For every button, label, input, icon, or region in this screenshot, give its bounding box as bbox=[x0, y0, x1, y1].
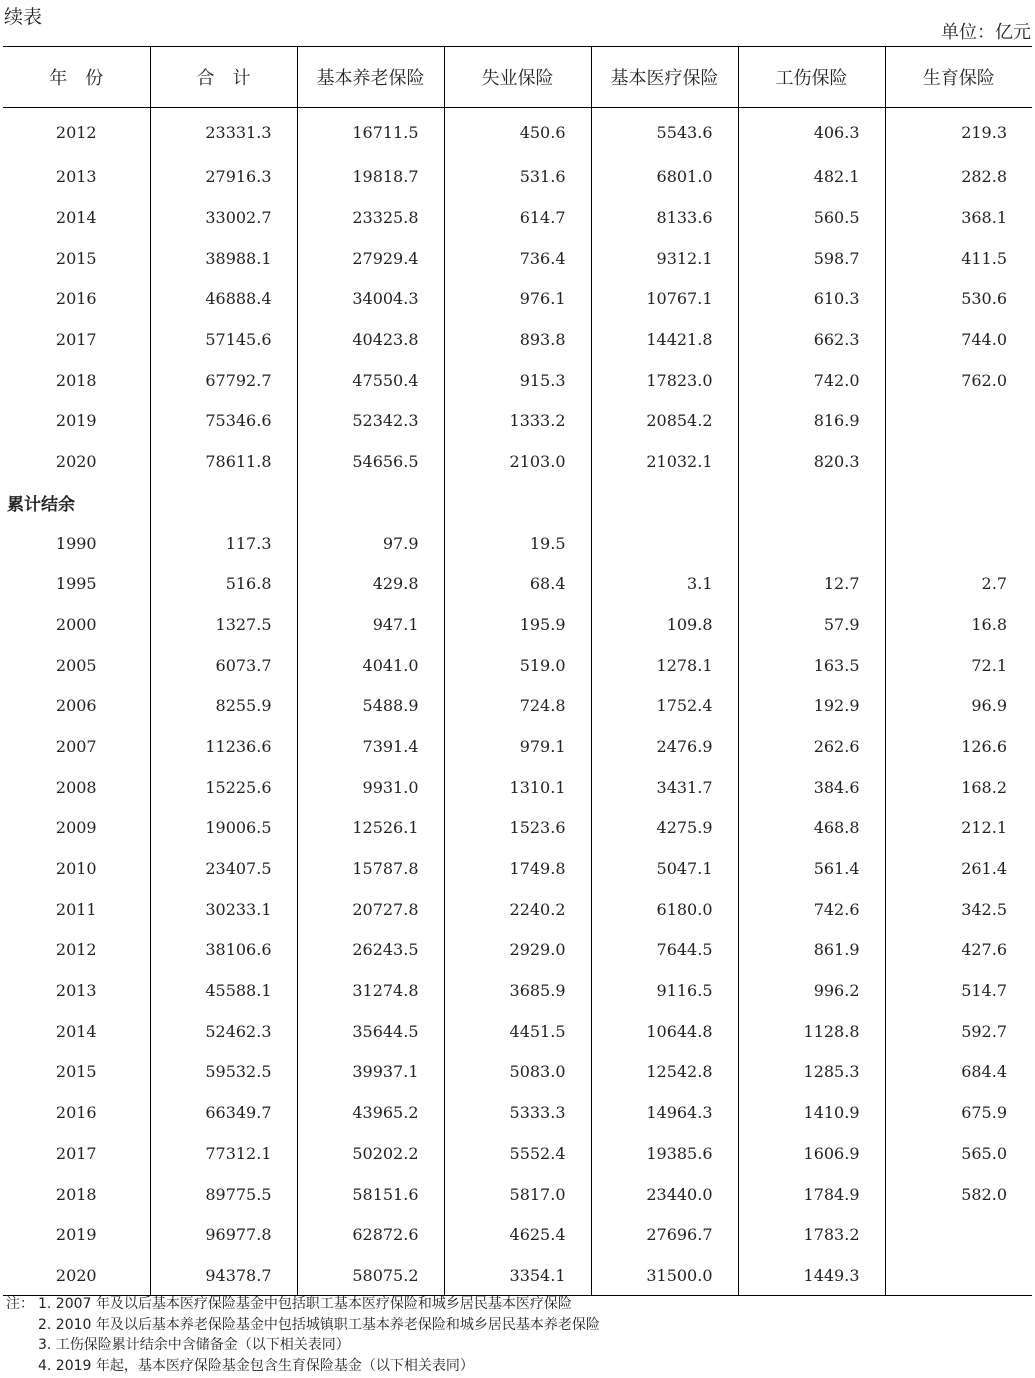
work-injury-cell: 742.6 bbox=[738, 889, 885, 930]
table-row bbox=[3, 523, 1032, 564]
table-row bbox=[3, 604, 1032, 645]
year-cell: 2011 bbox=[55, 899, 97, 919]
unemployment-cell: 531.6 bbox=[444, 157, 591, 198]
medical-cell: 14421.8 bbox=[591, 319, 738, 360]
work-injury-cell: 1128.8 bbox=[738, 1011, 885, 1052]
year-cell: 2016 bbox=[55, 1103, 97, 1123]
unemployment-cell: 2929.0 bbox=[444, 930, 591, 971]
header-year: 年 份 bbox=[3, 47, 150, 108]
maternity-cell: 2.7 bbox=[885, 563, 1032, 604]
medical-cell: 7644.5 bbox=[591, 930, 738, 971]
maternity-cell: 684.4 bbox=[885, 1052, 1032, 1093]
empty-cell bbox=[150, 482, 297, 523]
year-cell: 2014 bbox=[55, 208, 97, 228]
unemployment-cell: 5552.4 bbox=[444, 1133, 591, 1174]
section-row bbox=[3, 482, 1032, 523]
year-cell: 2020 bbox=[3, 1255, 150, 1296]
table-row bbox=[3, 1255, 1032, 1296]
pension-cell: 47550.4 bbox=[297, 360, 444, 401]
total-cell: 57145.6 bbox=[150, 319, 297, 360]
year-cell: 2000 bbox=[55, 614, 97, 634]
maternity-cell: 368.1 bbox=[885, 197, 1032, 238]
header-unemployment: 失业保险 bbox=[444, 47, 591, 108]
unemployment-cell: 976.1 bbox=[444, 279, 591, 320]
total-cell: 1327.5 bbox=[150, 604, 297, 645]
medical-cell: 9116.5 bbox=[591, 970, 738, 1011]
year-cell: 2008 bbox=[55, 777, 97, 797]
table-row bbox=[3, 108, 1032, 157]
pension-cell: 15787.8 bbox=[297, 848, 444, 889]
work-injury-cell: 816.9 bbox=[738, 401, 885, 442]
total-cell: 27916.3 bbox=[150, 157, 297, 198]
medical-cell: 1278.1 bbox=[591, 645, 738, 686]
unemployment-cell: 3685.9 bbox=[444, 970, 591, 1011]
medical-cell: 109.8 bbox=[591, 604, 738, 645]
medical-cell: 10644.8 bbox=[591, 1011, 738, 1052]
year-cell: 2009 bbox=[55, 818, 97, 838]
header-medical: 基本医疗保险 bbox=[591, 47, 738, 108]
medical-cell: 6801.0 bbox=[591, 157, 738, 198]
total-cell: 52462.3 bbox=[150, 1011, 297, 1052]
total-cell: 96977.8 bbox=[150, 1214, 297, 1255]
medical-cell: 4275.9 bbox=[591, 808, 738, 849]
table-row bbox=[3, 970, 1032, 1011]
work-injury-cell: 1285.3 bbox=[738, 1052, 885, 1093]
table-row bbox=[3, 1011, 1032, 1052]
maternity-cell bbox=[885, 523, 1032, 564]
work-injury-cell: 192.9 bbox=[738, 685, 885, 726]
year-cell: 2015 bbox=[55, 1062, 97, 1082]
medical-cell: 31500.0 bbox=[591, 1255, 738, 1296]
table-row bbox=[3, 157, 1032, 198]
table-row bbox=[3, 767, 1032, 808]
table-row bbox=[3, 848, 1032, 889]
header-maternity: 生育保险 bbox=[885, 47, 1032, 108]
maternity-cell: 168.2 bbox=[885, 767, 1032, 808]
table-row bbox=[3, 685, 1032, 726]
pension-cell: 43965.2 bbox=[297, 1092, 444, 1133]
medical-cell: 5543.6 bbox=[591, 108, 738, 157]
pension-cell: 16711.5 bbox=[297, 108, 444, 157]
unemployment-cell: 614.7 bbox=[444, 197, 591, 238]
year-cell: 2005 bbox=[55, 655, 97, 675]
pension-cell: 52342.3 bbox=[297, 401, 444, 442]
maternity-cell: 282.8 bbox=[885, 157, 1032, 198]
table-row bbox=[3, 197, 1032, 238]
year-cell: 2018 bbox=[55, 370, 97, 390]
work-injury-cell: 57.9 bbox=[738, 604, 885, 645]
pension-cell: 429.8 bbox=[297, 563, 444, 604]
pension-cell: 62872.6 bbox=[297, 1214, 444, 1255]
unemployment-cell: 3354.1 bbox=[444, 1255, 591, 1296]
total-cell: 19006.5 bbox=[150, 808, 297, 849]
table-row bbox=[3, 238, 1032, 279]
work-injury-cell: 610.3 bbox=[738, 279, 885, 320]
unemployment-cell: 5817.0 bbox=[444, 1174, 591, 1215]
total-cell: 6073.7 bbox=[150, 645, 297, 686]
medical-cell: 3.1 bbox=[591, 563, 738, 604]
maternity-cell: 744.0 bbox=[885, 319, 1032, 360]
year-cell: 2010 bbox=[55, 859, 97, 879]
total-cell: 59532.5 bbox=[150, 1052, 297, 1093]
continued-label: 续表 bbox=[4, 6, 43, 28]
pension-cell: 35644.5 bbox=[297, 1011, 444, 1052]
table-row bbox=[3, 1174, 1032, 1215]
pension-cell: 26243.5 bbox=[297, 930, 444, 971]
unemployment-cell: 19.5 bbox=[444, 523, 591, 564]
unemployment-cell: 4625.4 bbox=[444, 1214, 591, 1255]
table-header bbox=[3, 47, 1032, 108]
medical-cell: 9312.1 bbox=[591, 238, 738, 279]
note-text: 2. 2010 年及以后基本养老保险基金中包括城镇职工基本养老保险和城乡居民基本养老保险 bbox=[38, 1316, 600, 1333]
pension-cell: 20727.8 bbox=[297, 889, 444, 930]
work-injury-cell: 1410.9 bbox=[738, 1092, 885, 1133]
unemployment-cell: 1523.6 bbox=[444, 808, 591, 849]
pension-cell: 23325.8 bbox=[297, 197, 444, 238]
pension-cell: 4041.0 bbox=[297, 645, 444, 686]
table-row bbox=[3, 279, 1032, 320]
header-row bbox=[3, 47, 1032, 108]
pension-cell: 39937.1 bbox=[297, 1052, 444, 1093]
table-row bbox=[3, 1092, 1032, 1133]
maternity-cell: 126.6 bbox=[885, 726, 1032, 767]
table-row bbox=[3, 360, 1032, 401]
note-text: 1. 2007 年及以后基本医疗保险基金中包括职工基本医疗保险和城乡居民基本医疗保险 bbox=[38, 1296, 572, 1312]
empty-cell bbox=[885, 482, 1032, 523]
table-row bbox=[3, 1052, 1032, 1093]
section-label: 累计结余 bbox=[7, 494, 75, 515]
medical-cell: 5047.1 bbox=[591, 848, 738, 889]
empty-cell bbox=[591, 482, 738, 523]
year-cell: 2006 bbox=[55, 696, 97, 716]
medical-cell: 3431.7 bbox=[591, 767, 738, 808]
maternity-cell: 212.1 bbox=[885, 808, 1032, 849]
total-cell: 15225.6 bbox=[150, 767, 297, 808]
work-injury-cell: 662.3 bbox=[738, 319, 885, 360]
unemployment-cell: 4451.5 bbox=[444, 1011, 591, 1052]
medical-cell: 10767.1 bbox=[591, 279, 738, 320]
total-cell: 94378.7 bbox=[150, 1255, 297, 1296]
unemployment-cell: 195.9 bbox=[444, 604, 591, 645]
maternity-cell: 261.4 bbox=[885, 848, 1032, 889]
year-cell: 2016 bbox=[55, 289, 97, 309]
year-cell: 1990 bbox=[55, 533, 97, 553]
year-cell: 2017 bbox=[55, 330, 97, 350]
work-injury-cell: 1783.2 bbox=[738, 1214, 885, 1255]
medical-cell bbox=[591, 523, 738, 564]
note-line bbox=[6, 1335, 1026, 1356]
unemployment-cell: 450.6 bbox=[444, 108, 591, 157]
maternity-cell: 96.9 bbox=[885, 685, 1032, 726]
note-prefix: 注： bbox=[6, 1296, 34, 1312]
pension-cell: 12526.1 bbox=[297, 808, 444, 849]
total-cell: 38988.1 bbox=[150, 238, 297, 279]
year-cell: 2020 bbox=[55, 452, 97, 472]
header-work-injury: 工伤保险 bbox=[738, 47, 885, 108]
unemployment-cell: 1310.1 bbox=[444, 767, 591, 808]
maternity-cell: 219.3 bbox=[885, 108, 1032, 157]
total-cell: 45588.1 bbox=[150, 970, 297, 1011]
table-row bbox=[3, 930, 1032, 971]
note-text: 3. 工伤保险累计结余中含储备金（以下相关表同） bbox=[38, 1337, 350, 1353]
empty-cell bbox=[297, 482, 444, 523]
pension-cell: 40423.8 bbox=[297, 319, 444, 360]
header-total: 合 计 bbox=[150, 47, 297, 108]
table-body bbox=[3, 108, 1032, 1296]
pension-cell: 58075.2 bbox=[297, 1255, 444, 1296]
work-injury-cell: 482.1 bbox=[738, 157, 885, 198]
total-cell: 23331.3 bbox=[150, 108, 297, 157]
medical-cell: 8133.6 bbox=[591, 197, 738, 238]
work-injury-cell: 1449.3 bbox=[738, 1255, 885, 1296]
header-pension: 基本养老保险 bbox=[297, 47, 444, 108]
pension-cell: 19818.7 bbox=[297, 157, 444, 198]
table-row bbox=[3, 726, 1032, 767]
maternity-cell: 565.0 bbox=[885, 1133, 1032, 1174]
work-injury-cell: 561.4 bbox=[738, 848, 885, 889]
medical-cell: 27696.7 bbox=[591, 1214, 738, 1255]
total-cell: 67792.7 bbox=[150, 360, 297, 401]
pension-cell: 7391.4 bbox=[297, 726, 444, 767]
pension-cell: 50202.2 bbox=[297, 1133, 444, 1174]
unemployment-cell: 893.8 bbox=[444, 319, 591, 360]
note-line bbox=[6, 1315, 1026, 1336]
pension-cell: 9931.0 bbox=[297, 767, 444, 808]
work-injury-cell: 384.6 bbox=[738, 767, 885, 808]
unemployment-cell: 2240.2 bbox=[444, 889, 591, 930]
year-cell: 2012 bbox=[55, 122, 97, 142]
maternity-cell: 427.6 bbox=[885, 930, 1032, 971]
social-insurance-fund-table bbox=[3, 46, 1032, 1296]
unemployment-cell: 1333.2 bbox=[444, 401, 591, 442]
year-cell: 2019 bbox=[55, 411, 97, 431]
maternity-cell: 592.7 bbox=[885, 1011, 1032, 1052]
unemployment-cell: 2103.0 bbox=[444, 441, 591, 482]
total-cell: 516.8 bbox=[150, 563, 297, 604]
table-row bbox=[3, 645, 1032, 686]
work-injury-cell: 742.0 bbox=[738, 360, 885, 401]
total-cell: 78611.8 bbox=[150, 441, 297, 482]
maternity-cell: 342.5 bbox=[885, 889, 1032, 930]
work-injury-cell: 820.3 bbox=[738, 441, 885, 482]
table-row bbox=[3, 401, 1032, 442]
pension-cell: 27929.4 bbox=[297, 238, 444, 279]
work-injury-cell: 12.7 bbox=[738, 563, 885, 604]
total-cell: 89775.5 bbox=[150, 1174, 297, 1215]
pension-cell: 947.1 bbox=[297, 604, 444, 645]
work-injury-cell: 560.5 bbox=[738, 197, 885, 238]
year-cell: 1995 bbox=[55, 574, 97, 594]
total-cell: 117.3 bbox=[150, 523, 297, 564]
medical-cell: 1752.4 bbox=[591, 685, 738, 726]
pension-cell: 5488.9 bbox=[297, 685, 444, 726]
work-injury-cell: 598.7 bbox=[738, 238, 885, 279]
year-cell: 2014 bbox=[55, 1021, 97, 1041]
total-cell: 11236.6 bbox=[150, 726, 297, 767]
work-injury-cell: 468.8 bbox=[738, 808, 885, 849]
note-line bbox=[6, 1356, 1026, 1377]
note-text: 4. 2019 年起，基本医疗保险基金包含生育保险基金（以下相关表同） bbox=[38, 1357, 474, 1374]
medical-cell: 19385.6 bbox=[591, 1133, 738, 1174]
medical-cell: 23440.0 bbox=[591, 1174, 738, 1215]
maternity-cell: 72.1 bbox=[885, 645, 1032, 686]
work-injury-cell: 996.2 bbox=[738, 970, 885, 1011]
year-cell: 2019 bbox=[55, 1225, 97, 1245]
unit-label: 单位：亿元 bbox=[941, 22, 1031, 43]
work-injury-cell: 861.9 bbox=[738, 930, 885, 971]
unemployment-cell: 68.4 bbox=[444, 563, 591, 604]
maternity-cell bbox=[885, 441, 1032, 482]
unemployment-cell: 979.1 bbox=[444, 726, 591, 767]
year-cell: 2013 bbox=[55, 167, 97, 187]
year-cell: 2018 bbox=[55, 1184, 97, 1204]
medical-cell: 12542.8 bbox=[591, 1052, 738, 1093]
table-row bbox=[3, 889, 1032, 930]
work-injury-cell: 262.6 bbox=[738, 726, 885, 767]
empty-cell bbox=[444, 482, 591, 523]
total-cell: 46888.4 bbox=[150, 279, 297, 320]
notes-block bbox=[6, 1294, 1026, 1376]
total-cell: 8255.9 bbox=[150, 685, 297, 726]
medical-cell: 2476.9 bbox=[591, 726, 738, 767]
unemployment-cell: 519.0 bbox=[444, 645, 591, 686]
work-injury-cell: 1784.9 bbox=[738, 1174, 885, 1215]
maternity-cell: 530.6 bbox=[885, 279, 1032, 320]
table-row bbox=[3, 563, 1032, 604]
medical-cell: 14964.3 bbox=[591, 1092, 738, 1133]
note-line bbox=[6, 1294, 1026, 1315]
year-cell: 2013 bbox=[55, 981, 97, 1001]
maternity-cell bbox=[885, 1255, 1032, 1296]
medical-cell: 17823.0 bbox=[591, 360, 738, 401]
total-cell: 77312.1 bbox=[150, 1133, 297, 1174]
pension-cell: 54656.5 bbox=[297, 441, 444, 482]
unemployment-cell: 5333.3 bbox=[444, 1092, 591, 1133]
table-row bbox=[3, 808, 1032, 849]
unemployment-cell: 915.3 bbox=[444, 360, 591, 401]
unemployment-cell: 724.8 bbox=[444, 685, 591, 726]
table-row bbox=[3, 441, 1032, 482]
year-cell: 2012 bbox=[55, 940, 97, 960]
total-cell: 38106.6 bbox=[150, 930, 297, 971]
work-injury-cell: 163.5 bbox=[738, 645, 885, 686]
total-cell: 66349.7 bbox=[150, 1092, 297, 1133]
maternity-cell bbox=[885, 401, 1032, 442]
empty-cell bbox=[738, 482, 885, 523]
medical-cell: 6180.0 bbox=[591, 889, 738, 930]
unemployment-cell: 1749.8 bbox=[444, 848, 591, 889]
unemployment-cell: 5083.0 bbox=[444, 1052, 591, 1093]
maternity-cell: 411.5 bbox=[885, 238, 1032, 279]
total-cell: 23407.5 bbox=[150, 848, 297, 889]
total-cell: 30233.1 bbox=[150, 889, 297, 930]
table-row bbox=[3, 319, 1032, 360]
work-injury-cell: 1606.9 bbox=[738, 1133, 885, 1174]
maternity-cell: 16.8 bbox=[885, 604, 1032, 645]
maternity-cell: 582.0 bbox=[885, 1174, 1032, 1215]
maternity-cell: 762.0 bbox=[885, 360, 1032, 401]
work-injury-cell: 406.3 bbox=[738, 108, 885, 157]
table-row bbox=[3, 1133, 1032, 1174]
year-cell: 2015 bbox=[55, 248, 97, 268]
table-row bbox=[3, 1214, 1032, 1255]
pension-cell: 58151.6 bbox=[297, 1174, 444, 1215]
unemployment-cell: 736.4 bbox=[444, 238, 591, 279]
medical-cell: 21032.1 bbox=[591, 441, 738, 482]
year-cell: 2007 bbox=[55, 736, 97, 756]
year-cell: 2017 bbox=[55, 1143, 97, 1163]
total-cell: 75346.6 bbox=[150, 401, 297, 442]
pension-cell: 97.9 bbox=[297, 523, 444, 564]
maternity-cell bbox=[885, 1214, 1032, 1255]
work-injury-cell bbox=[738, 523, 885, 564]
maternity-cell: 675.9 bbox=[885, 1092, 1032, 1133]
pension-cell: 34004.3 bbox=[297, 279, 444, 320]
total-cell: 33002.7 bbox=[150, 197, 297, 238]
maternity-cell: 514.7 bbox=[885, 970, 1032, 1011]
pension-cell: 31274.8 bbox=[297, 970, 444, 1011]
medical-cell: 20854.2 bbox=[591, 401, 738, 442]
